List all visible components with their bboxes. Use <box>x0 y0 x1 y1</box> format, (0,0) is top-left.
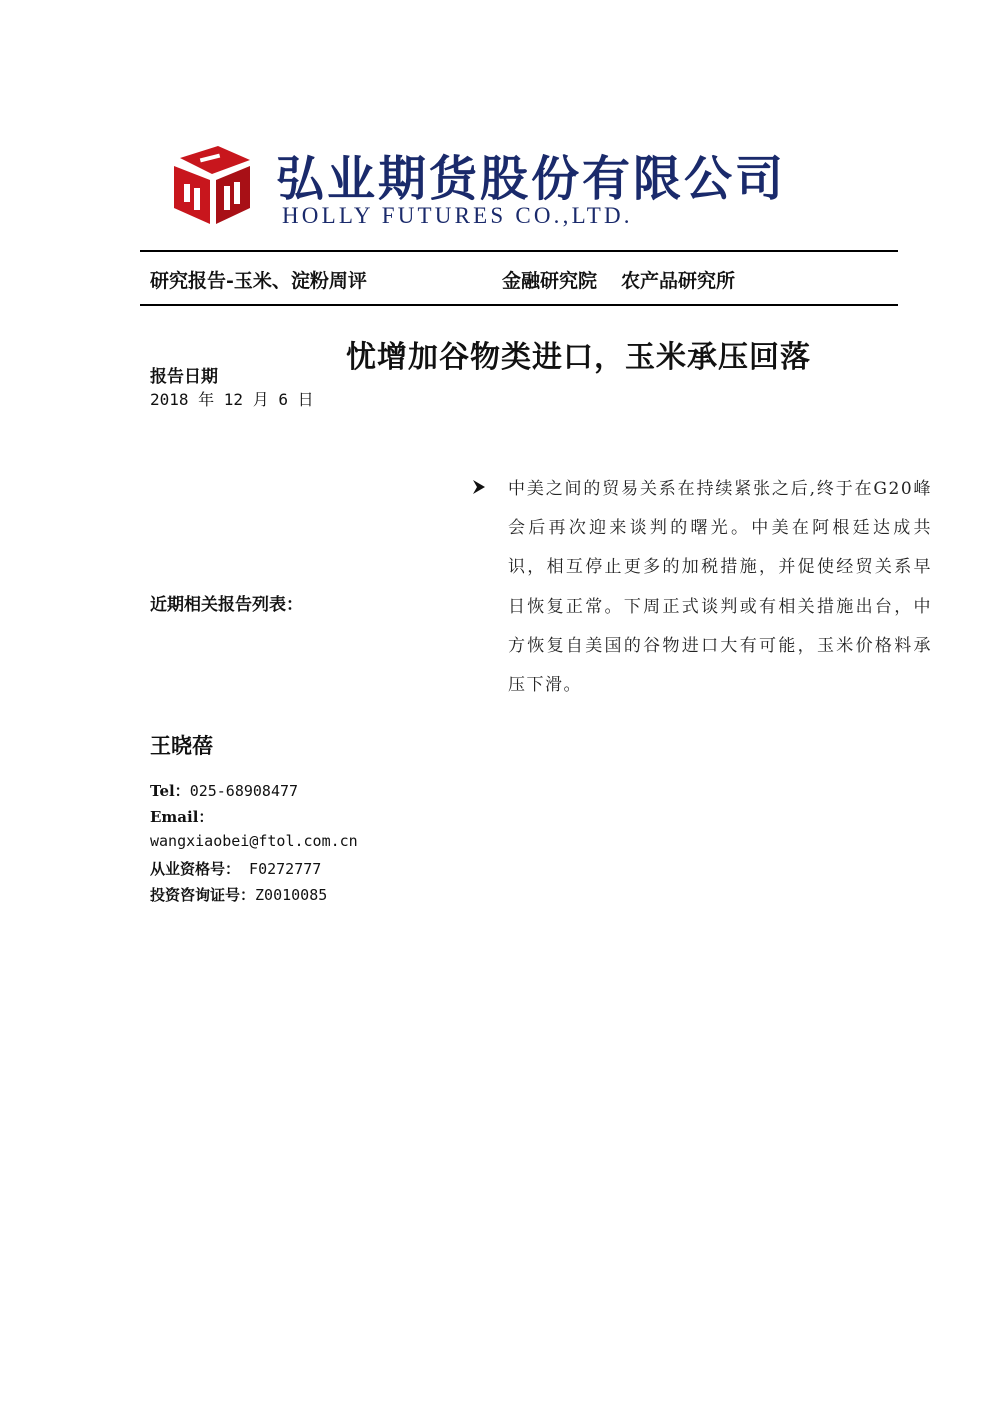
holly-cube-logo-icon <box>170 144 252 224</box>
institute-agri: 农产品研究所 <box>621 270 736 292</box>
header-top-rule <box>140 250 898 252</box>
author-email-value: wangxiaobei@ftol.com.cn <box>150 832 358 850</box>
license-value: F0272777 <box>240 860 322 878</box>
consult-value: Z0010085 <box>255 886 328 904</box>
company-name-cn: 弘业期货股份有限公司 <box>276 151 787 207</box>
consult-label: 投资咨询证号： <box>150 886 256 904</box>
author-consult-cert <box>150 884 327 905</box>
report-date-value: 2018 年 12 月 6 日 <box>150 390 314 409</box>
company-name-en: HOLLY FUTURES CO.,LTD. <box>282 203 633 228</box>
institute-finance: 金融研究院 <box>502 270 598 292</box>
author-name: 王晓蓓 <box>150 733 213 758</box>
author-tel <box>150 780 298 801</box>
related-reports-label: 近期相关报告列表： <box>150 595 303 615</box>
email-label: Email： <box>150 808 214 826</box>
arrow-bullet-icon <box>472 478 486 496</box>
header-bottom-rule <box>140 304 898 306</box>
license-label: 从业资格号： <box>150 860 241 878</box>
report-type: 研究报告-玉米、淀粉周评 <box>150 270 367 292</box>
tel-label: Tel： <box>150 782 190 800</box>
tel-value: 025-68908477 <box>189 782 299 800</box>
institute-names <box>502 266 735 293</box>
report-title: 忧增加谷物类进口，玉米承压回落 <box>346 340 811 375</box>
summary-paragraph: 中美之间的贸易关系在持续紧张之后,终于在G20峰会后再次迎来谈判的曙光。中美在阿根廷达成共识，相互停止更多的加税措施，并促使经贸关系早日恢复正常。下周正式谈判或有相关措施出台，中方恢复自美国的谷物进口大有可能，玉米价格料承压下滑。 <box>508 479 932 696</box>
author-license <box>150 858 321 879</box>
report-date-label: 报告日期 <box>150 367 218 387</box>
author-email-label <box>150 806 213 827</box>
